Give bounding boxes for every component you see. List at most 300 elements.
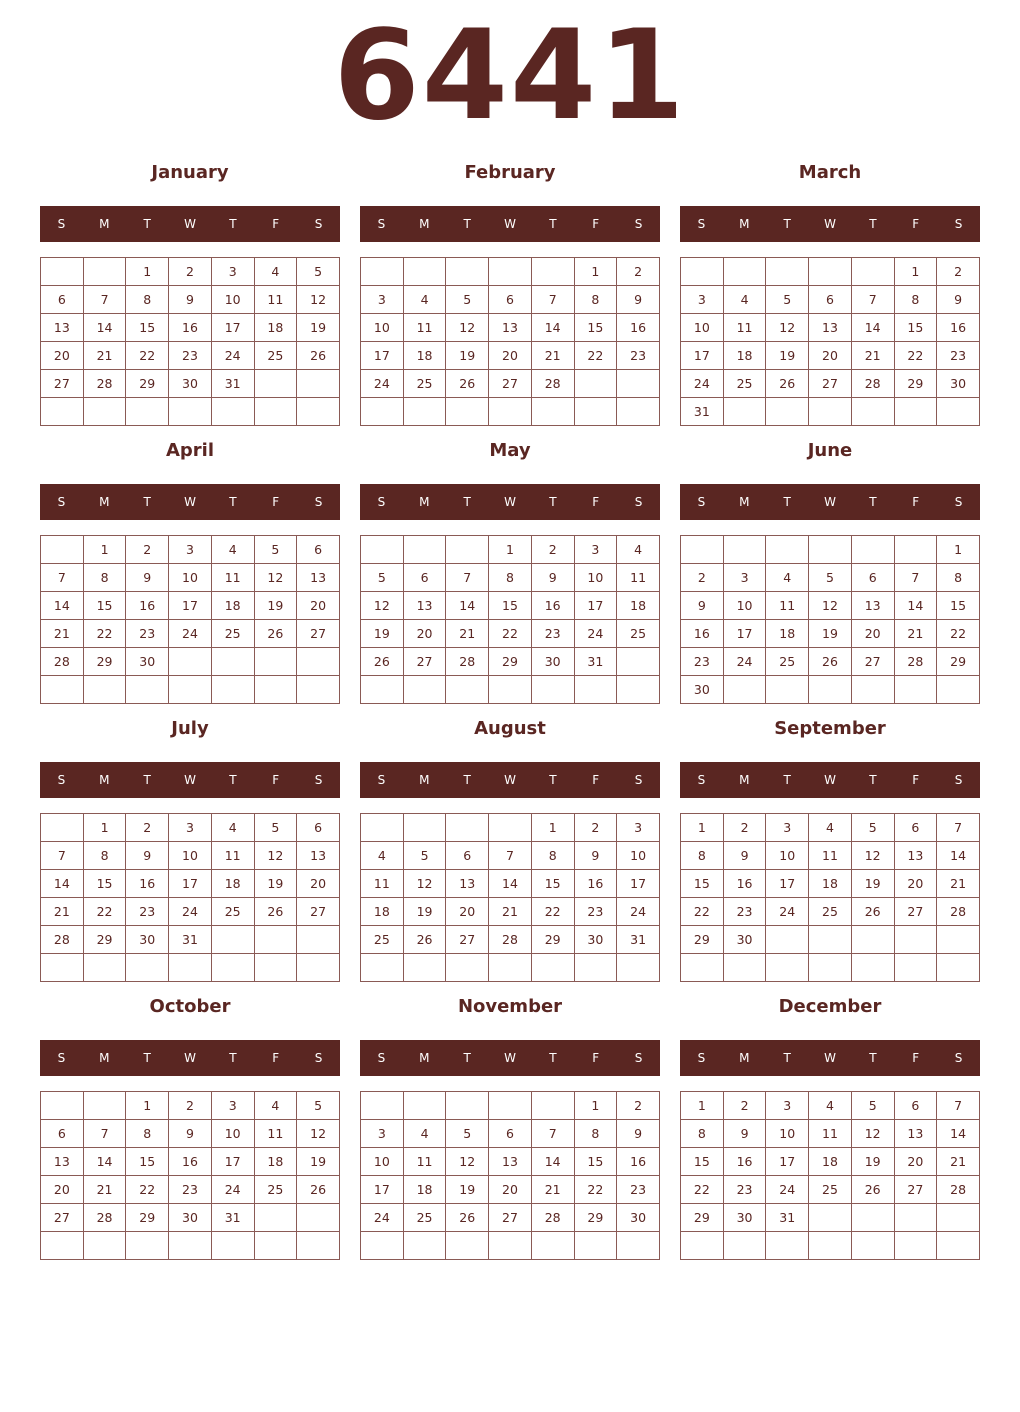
day-cell: 4 [254, 1092, 297, 1120]
day-cell: 23 [681, 648, 724, 676]
weekday-label: S [314, 495, 323, 509]
week-row [41, 676, 340, 704]
day-cell: 24 [211, 1176, 254, 1204]
day-cell: 28 [41, 648, 84, 676]
weekday-label: T [549, 773, 557, 787]
week-row [681, 620, 980, 648]
day-cell: 27 [894, 898, 937, 926]
week-row [681, 898, 980, 926]
weekday-label: S [57, 217, 66, 231]
day-cell [211, 398, 254, 426]
weekday-label: W [824, 773, 836, 787]
day-cell: 9 [617, 1120, 660, 1148]
day-cell: 25 [211, 898, 254, 926]
year-title: 6441 [333, 4, 687, 148]
day-cell: 24 [766, 1176, 809, 1204]
day-cell: 8 [83, 564, 126, 592]
day-cell: 29 [83, 926, 126, 954]
day-cell: 25 [254, 342, 297, 370]
weekday-label: T [143, 217, 151, 231]
day-cell: 26 [809, 648, 852, 676]
day-cell: 10 [211, 1120, 254, 1148]
weekday-label: F [272, 217, 280, 231]
day-cell [723, 536, 766, 564]
day-cell: 22 [83, 898, 126, 926]
day-cell [809, 1232, 852, 1260]
weekday-label: F [272, 773, 280, 787]
day-cell: 11 [766, 592, 809, 620]
day-cell: 2 [617, 1092, 660, 1120]
day-cell [617, 648, 660, 676]
weekday-label: M [739, 1051, 750, 1065]
weekday-label: S [377, 773, 386, 787]
week-row [681, 258, 980, 286]
weekday-label: S [57, 495, 66, 509]
day-cell: 9 [681, 592, 724, 620]
week-row [361, 342, 660, 370]
weekday-label: T [143, 773, 151, 787]
day-cell: 18 [211, 592, 254, 620]
week-row [361, 564, 660, 592]
day-cell: 30 [723, 1204, 766, 1232]
weekday-label: W [504, 773, 516, 787]
day-cell: 1 [894, 258, 937, 286]
day-cell: 29 [937, 648, 980, 676]
day-cell: 6 [297, 814, 340, 842]
weekday-header [40, 1040, 340, 1076]
weekday-label: S [377, 217, 386, 231]
day-cell: 12 [403, 870, 446, 898]
day-cell: 20 [41, 342, 84, 370]
weekday-label: W [504, 495, 516, 509]
day-cell: 10 [169, 564, 212, 592]
day-cell: 6 [403, 564, 446, 592]
day-cell: 6 [894, 1092, 937, 1120]
week-row [41, 398, 340, 426]
day-cell [403, 536, 446, 564]
day-cell [766, 398, 809, 426]
day-cell: 18 [254, 314, 297, 342]
week-row [681, 564, 980, 592]
week-row [361, 592, 660, 620]
day-cell [297, 926, 340, 954]
day-cell: 12 [851, 1120, 894, 1148]
day-grid [360, 1091, 660, 1260]
day-cell: 17 [681, 342, 724, 370]
day-cell [851, 954, 894, 982]
day-cell: 10 [723, 592, 766, 620]
day-cell: 16 [617, 314, 660, 342]
day-cell: 4 [809, 1092, 852, 1120]
day-cell: 9 [937, 286, 980, 314]
day-cell: 27 [894, 1176, 937, 1204]
weekday-label: M [419, 1051, 430, 1065]
day-cell: 19 [254, 592, 297, 620]
day-cell [446, 536, 489, 564]
day-cell: 4 [403, 1120, 446, 1148]
day-cell [894, 1204, 937, 1232]
day-cell: 16 [126, 592, 169, 620]
day-cell: 30 [937, 370, 980, 398]
day-cell: 2 [531, 536, 574, 564]
day-cell [254, 926, 297, 954]
day-cell [681, 1232, 724, 1260]
day-cell: 18 [403, 1176, 446, 1204]
day-cell: 14 [489, 870, 532, 898]
day-cell: 23 [574, 898, 617, 926]
week-row [681, 1092, 980, 1120]
day-cell: 12 [851, 842, 894, 870]
week-row [41, 926, 340, 954]
day-cell: 21 [446, 620, 489, 648]
weekday-header [40, 484, 340, 520]
day-cell: 12 [446, 314, 489, 342]
day-cell [403, 1232, 446, 1260]
day-cell: 19 [851, 1148, 894, 1176]
day-cell [894, 926, 937, 954]
day-cell [574, 398, 617, 426]
day-cell: 30 [126, 926, 169, 954]
weekday-label: F [272, 495, 280, 509]
week-row [681, 1120, 980, 1148]
day-cell [403, 258, 446, 286]
week-row [361, 648, 660, 676]
day-cell [766, 926, 809, 954]
day-cell: 11 [617, 564, 660, 592]
weekday-label: T [463, 495, 471, 509]
week-row [41, 342, 340, 370]
day-cell: 8 [83, 842, 126, 870]
week-row [681, 370, 980, 398]
day-cell: 19 [851, 870, 894, 898]
week-row [361, 536, 660, 564]
day-cell: 23 [169, 1176, 212, 1204]
day-cell: 1 [126, 1092, 169, 1120]
day-cell: 26 [254, 898, 297, 926]
day-cell: 25 [617, 620, 660, 648]
day-cell: 22 [574, 1176, 617, 1204]
day-cell: 13 [489, 314, 532, 342]
day-cell: 17 [169, 592, 212, 620]
week-row [361, 814, 660, 842]
day-cell: 16 [937, 314, 980, 342]
day-cell: 8 [574, 286, 617, 314]
day-cell: 9 [617, 286, 660, 314]
month-name: May [489, 440, 531, 461]
day-cell: 28 [894, 648, 937, 676]
day-cell: 6 [297, 536, 340, 564]
day-cell [361, 258, 404, 286]
day-cell: 11 [809, 842, 852, 870]
day-cell: 22 [894, 342, 937, 370]
week-row [361, 926, 660, 954]
day-cell: 21 [894, 620, 937, 648]
day-cell: 9 [169, 1120, 212, 1148]
day-cell: 20 [894, 870, 937, 898]
day-cell [297, 648, 340, 676]
day-cell [894, 398, 937, 426]
day-cell: 28 [83, 1204, 126, 1232]
day-cell [83, 1232, 126, 1260]
day-cell: 14 [83, 1148, 126, 1176]
day-cell: 1 [681, 814, 724, 842]
day-cell: 16 [169, 314, 212, 342]
day-cell: 21 [83, 1176, 126, 1204]
day-cell: 2 [723, 814, 766, 842]
day-cell: 7 [41, 564, 84, 592]
day-cell: 14 [446, 592, 489, 620]
day-cell: 2 [937, 258, 980, 286]
week-row [681, 676, 980, 704]
day-cell: 9 [126, 842, 169, 870]
day-cell: 8 [489, 564, 532, 592]
weekday-label: F [592, 217, 600, 231]
day-cell: 21 [489, 898, 532, 926]
week-row [361, 370, 660, 398]
week-row [41, 1176, 340, 1204]
weekday-label: S [697, 217, 706, 231]
weekday-label: S [634, 773, 643, 787]
day-cell [531, 1092, 574, 1120]
day-cell [446, 258, 489, 286]
day-cell [446, 676, 489, 704]
day-cell [254, 1204, 297, 1232]
day-cell: 3 [361, 286, 404, 314]
day-cell: 12 [809, 592, 852, 620]
day-cell: 4 [254, 258, 297, 286]
day-cell [617, 398, 660, 426]
day-cell: 17 [723, 620, 766, 648]
day-cell: 22 [531, 898, 574, 926]
weekday-label: T [549, 495, 557, 509]
day-cell: 24 [361, 370, 404, 398]
weekday-label: M [739, 495, 750, 509]
weekday-label: M [419, 495, 430, 509]
week-row [41, 1120, 340, 1148]
day-cell: 17 [211, 314, 254, 342]
day-cell: 5 [851, 1092, 894, 1120]
day-cell: 4 [361, 842, 404, 870]
week-row [41, 648, 340, 676]
day-cell: 5 [254, 536, 297, 564]
week-row [681, 954, 980, 982]
day-cell [254, 676, 297, 704]
day-grid [360, 813, 660, 982]
day-cell: 27 [403, 648, 446, 676]
day-cell: 14 [937, 1120, 980, 1148]
day-cell: 29 [126, 1204, 169, 1232]
day-cell: 16 [681, 620, 724, 648]
weekday-label: F [912, 773, 920, 787]
day-cell [723, 258, 766, 286]
day-cell: 23 [126, 898, 169, 926]
day-cell: 18 [211, 870, 254, 898]
day-cell: 19 [766, 342, 809, 370]
weekday-label: S [634, 217, 643, 231]
day-cell: 18 [766, 620, 809, 648]
day-cell: 27 [297, 898, 340, 926]
day-cell: 28 [851, 370, 894, 398]
day-cell: 8 [681, 842, 724, 870]
day-cell: 1 [126, 258, 169, 286]
day-cell [446, 1232, 489, 1260]
day-cell: 14 [531, 1148, 574, 1176]
day-cell: 20 [894, 1148, 937, 1176]
weekday-header [360, 206, 660, 242]
day-cell: 25 [766, 648, 809, 676]
day-cell: 29 [681, 1204, 724, 1232]
day-cell: 12 [254, 564, 297, 592]
day-cell: 29 [126, 370, 169, 398]
day-cell: 31 [574, 648, 617, 676]
day-cell: 24 [574, 620, 617, 648]
day-cell: 17 [766, 1148, 809, 1176]
weekday-label: T [229, 495, 237, 509]
day-cell: 28 [937, 898, 980, 926]
day-cell: 12 [297, 286, 340, 314]
day-cell: 12 [766, 314, 809, 342]
day-cell: 5 [851, 814, 894, 842]
day-cell [681, 258, 724, 286]
day-cell: 7 [937, 814, 980, 842]
day-grid [40, 535, 340, 704]
day-cell: 15 [126, 314, 169, 342]
day-cell: 31 [617, 926, 660, 954]
day-cell [937, 954, 980, 982]
weekday-label: T [869, 217, 877, 231]
day-cell: 27 [41, 1204, 84, 1232]
day-cell [41, 1092, 84, 1120]
day-cell: 26 [403, 926, 446, 954]
weekday-label: W [504, 217, 516, 231]
day-cell: 5 [361, 564, 404, 592]
day-cell: 15 [574, 314, 617, 342]
day-cell: 1 [83, 536, 126, 564]
day-cell: 8 [681, 1120, 724, 1148]
day-cell: 22 [489, 620, 532, 648]
day-cell [723, 954, 766, 982]
weekday-label: F [912, 1051, 920, 1065]
day-cell: 29 [531, 926, 574, 954]
day-cell: 6 [489, 1120, 532, 1148]
day-grid [40, 257, 340, 426]
day-cell [809, 398, 852, 426]
day-cell: 6 [489, 286, 532, 314]
day-cell [254, 648, 297, 676]
day-cell: 11 [211, 564, 254, 592]
day-cell [41, 398, 84, 426]
day-cell [766, 676, 809, 704]
day-cell: 1 [531, 814, 574, 842]
weekday-label: W [184, 217, 196, 231]
weekday-header [360, 762, 660, 798]
day-cell: 18 [254, 1148, 297, 1176]
day-cell [723, 676, 766, 704]
day-grid [680, 535, 980, 704]
week-row [681, 592, 980, 620]
weekday-label: T [549, 217, 557, 231]
day-cell [169, 676, 212, 704]
day-cell: 13 [297, 564, 340, 592]
weekday-label: S [57, 1051, 66, 1065]
week-row [41, 1148, 340, 1176]
weekday-label: W [504, 1051, 516, 1065]
weekday-label: S [697, 773, 706, 787]
day-cell [169, 648, 212, 676]
day-cell [254, 954, 297, 982]
weekday-label: F [912, 217, 920, 231]
day-cell [403, 1092, 446, 1120]
day-grid [360, 257, 660, 426]
day-cell: 6 [41, 286, 84, 314]
day-cell [574, 954, 617, 982]
day-cell: 12 [361, 592, 404, 620]
day-cell: 28 [489, 926, 532, 954]
day-cell: 25 [211, 620, 254, 648]
day-cell: 15 [83, 870, 126, 898]
week-row [681, 1148, 980, 1176]
day-cell: 16 [723, 870, 766, 898]
weekday-label: S [954, 1051, 963, 1065]
weekday-header [680, 762, 980, 798]
day-cell [531, 954, 574, 982]
day-cell [489, 1232, 532, 1260]
week-row [361, 870, 660, 898]
day-cell [489, 814, 532, 842]
weekday-label: W [824, 1051, 836, 1065]
month-name: February [464, 162, 556, 183]
week-row [361, 1148, 660, 1176]
day-cell: 4 [766, 564, 809, 592]
day-cell: 3 [169, 814, 212, 842]
day-cell: 14 [937, 842, 980, 870]
day-cell: 28 [531, 370, 574, 398]
day-cell: 7 [851, 286, 894, 314]
day-cell [211, 926, 254, 954]
week-row [361, 1120, 660, 1148]
week-row [41, 814, 340, 842]
day-cell: 8 [126, 1120, 169, 1148]
day-cell: 7 [937, 1092, 980, 1120]
day-cell [361, 814, 404, 842]
week-row [681, 926, 980, 954]
day-cell: 2 [617, 258, 660, 286]
day-cell [894, 676, 937, 704]
day-cell [851, 1232, 894, 1260]
day-cell [894, 536, 937, 564]
day-cell: 18 [361, 898, 404, 926]
day-cell: 15 [681, 870, 724, 898]
day-cell: 17 [361, 1176, 404, 1204]
day-cell [361, 536, 404, 564]
weekday-label: T [229, 217, 237, 231]
day-cell [617, 676, 660, 704]
day-cell [361, 676, 404, 704]
weekday-header [680, 206, 980, 242]
day-cell: 28 [446, 648, 489, 676]
day-cell: 5 [297, 258, 340, 286]
day-cell: 24 [766, 898, 809, 926]
day-cell: 14 [41, 592, 84, 620]
weekday-label: W [824, 217, 836, 231]
day-cell: 18 [723, 342, 766, 370]
week-row [361, 1176, 660, 1204]
day-cell: 9 [169, 286, 212, 314]
day-cell: 23 [723, 898, 766, 926]
week-row [361, 620, 660, 648]
day-cell: 13 [894, 1120, 937, 1148]
day-cell: 2 [126, 536, 169, 564]
